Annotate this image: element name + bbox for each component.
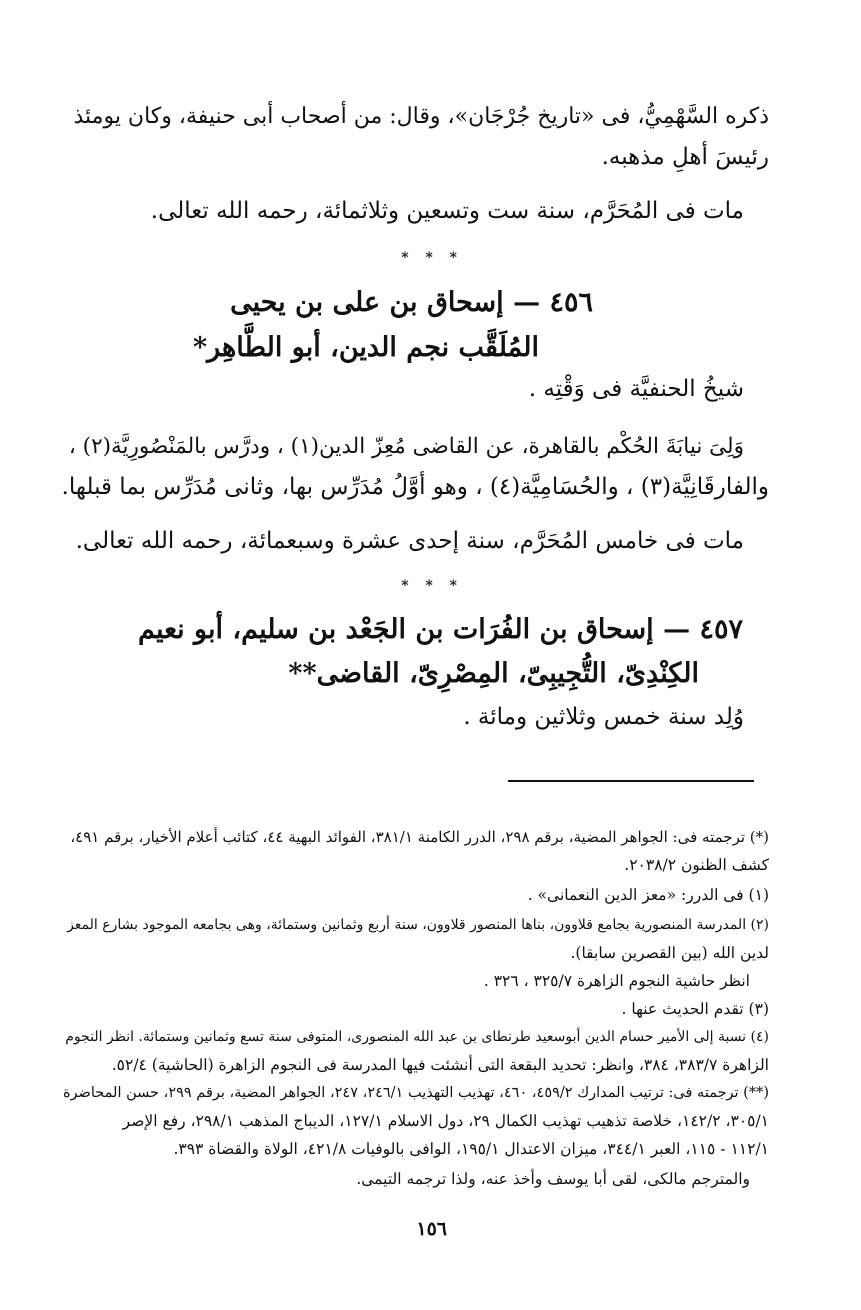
footnote-line: (٢) المدرسة المنصورية بجامع قلاوون، بناها المنصور قلاوون، سنة أربع وثمانين وستمائة، وهى بجامعه الموجود بشارع المعز bbox=[67, 917, 769, 933]
footnote-line: والمترجم مالكى، لقى أبا يوسف وأخذ عنه، ولذا ترجمه التيمى. bbox=[356, 1170, 750, 1188]
footnote-line: كشف الظنون ٢٠٣٨/٢. bbox=[624, 856, 769, 874]
paragraph-line: ذكره السَّهْمِيُّ، فى «تاريخ جُرْجَان»، وقال: من أصحاب أبى حنيفة، وكان يومئذ bbox=[73, 104, 769, 129]
section-separator: * * * bbox=[401, 250, 463, 266]
paragraph-line: رئيسَ أهلِ مذهبه. bbox=[601, 144, 769, 170]
footnote-line: (*) ترجمته فى: الجواهر المضية، برقم ٢٩٨، الدرر الكامنة ٣٨١/١، الفوائد البهية ٤٤، كتائب أعلام الأخيار، برقم ٤٩١، bbox=[70, 828, 769, 846]
paragraph-line: شيخُ الحنفيَّة فى وَقْتِه . bbox=[528, 376, 744, 402]
section-separator: * * * bbox=[401, 578, 463, 594]
page-number: ١٥٦ bbox=[416, 1218, 447, 1240]
paragraph-line: وُلِد سنة خمس وثلاثين ومائة . bbox=[463, 704, 744, 730]
entry-subheading: المُلَقَّب نجم الدين، أبو الطَّاهِر* bbox=[193, 332, 539, 363]
footnote-line: (٤) نسبة إلى الأمير حسام الدين أبوسعيد طرنطاى بن عبد الله المنصورى، المتوفى سنة تسع وثمانين وستمائة. انظر النجوم bbox=[65, 1029, 769, 1045]
footnote-line: ١١٢/١ - ١١٥، العبر ٣٤٤/١، ميزان الاعتدال ١٩٥/١، الوافى بالوفيات ٤٢١/٨، الولاة والقضاة ٣٩٣. bbox=[173, 1140, 769, 1158]
footnote-line: انظر حاشية النجوم الزاهرة ٣٢٥/٧ ، ٣٢٦ . bbox=[483, 972, 750, 990]
entry-heading: ٤٥٧ — إسحاق بن الفُرَات بن الجَعْد بن سليم، أبو نعيم bbox=[137, 614, 743, 645]
paragraph-line: والفارقَانِيَّة(٣) ، والحُسَامِيَّة(٤) ، وهو أوَّلُ مُدَرِّس بها، وثانى مُدَرِّس بما قبلها. bbox=[61, 474, 769, 500]
footnote-line: لدين الله (بين القصرين سابقا). bbox=[570, 944, 769, 962]
paragraph-line: وَلِىَ نيابَةَ الحُكْم بالقاهرة، عن القاضى مُعِزّ الدين(١) ، ودرَّس بالمَنْصُورِيَّة(٢) ، bbox=[68, 434, 744, 459]
paragraph-line: مات فى المُحَرَّم، سنة ست وتسعين وثلاثمائة، رحمه الله تعالى. bbox=[150, 198, 744, 224]
footnote-line: الزاهرة ٣٨٣/٧، ٣٨٤، وانظر: تحديد البقعة التى أنشئت فيها المدرسة فى النجوم الزاهرة (الحاشية) ٥٢/٤. bbox=[111, 1056, 769, 1074]
footnote-line: (٣) تقدم الحديث عنها . bbox=[621, 1000, 769, 1018]
entry-heading: ٤٥٦ — إسحاق بن على بن يحيى bbox=[230, 287, 593, 318]
footnote-line: (**) ترجمته فى: ترتيب المدارك ٤٥٩/٢، ٤٦٠، تهذيب التهذيب ٢٤٦/١، ٢٤٧، الجواهر المضية، برقم ٢٩٩، حسن المحاضرة bbox=[62, 1085, 769, 1101]
footnote-line: (١) فى الدرر: «معز الدين النعمانى» . bbox=[527, 886, 769, 904]
footnote-divider bbox=[508, 780, 754, 782]
footnote-line: ٣٠٥/١، ١٤٢/٢، خلاصة تذهيب تهذيب الكمال ٢٩، دول الاسلام ١٢٧/١، الديباج المذهب ٢٩٨/١، رفع الإصر bbox=[122, 1112, 769, 1130]
paragraph-line: مات فى خامس المُحَرَّم، سنة إحدى عشرة وسبعمائة، رحمه الله تعالى. bbox=[75, 528, 744, 554]
entry-subheading: الكِنْدِىّ، التُّجِيبِىّ، المِصْرِىّ، القاضى** bbox=[288, 658, 699, 689]
